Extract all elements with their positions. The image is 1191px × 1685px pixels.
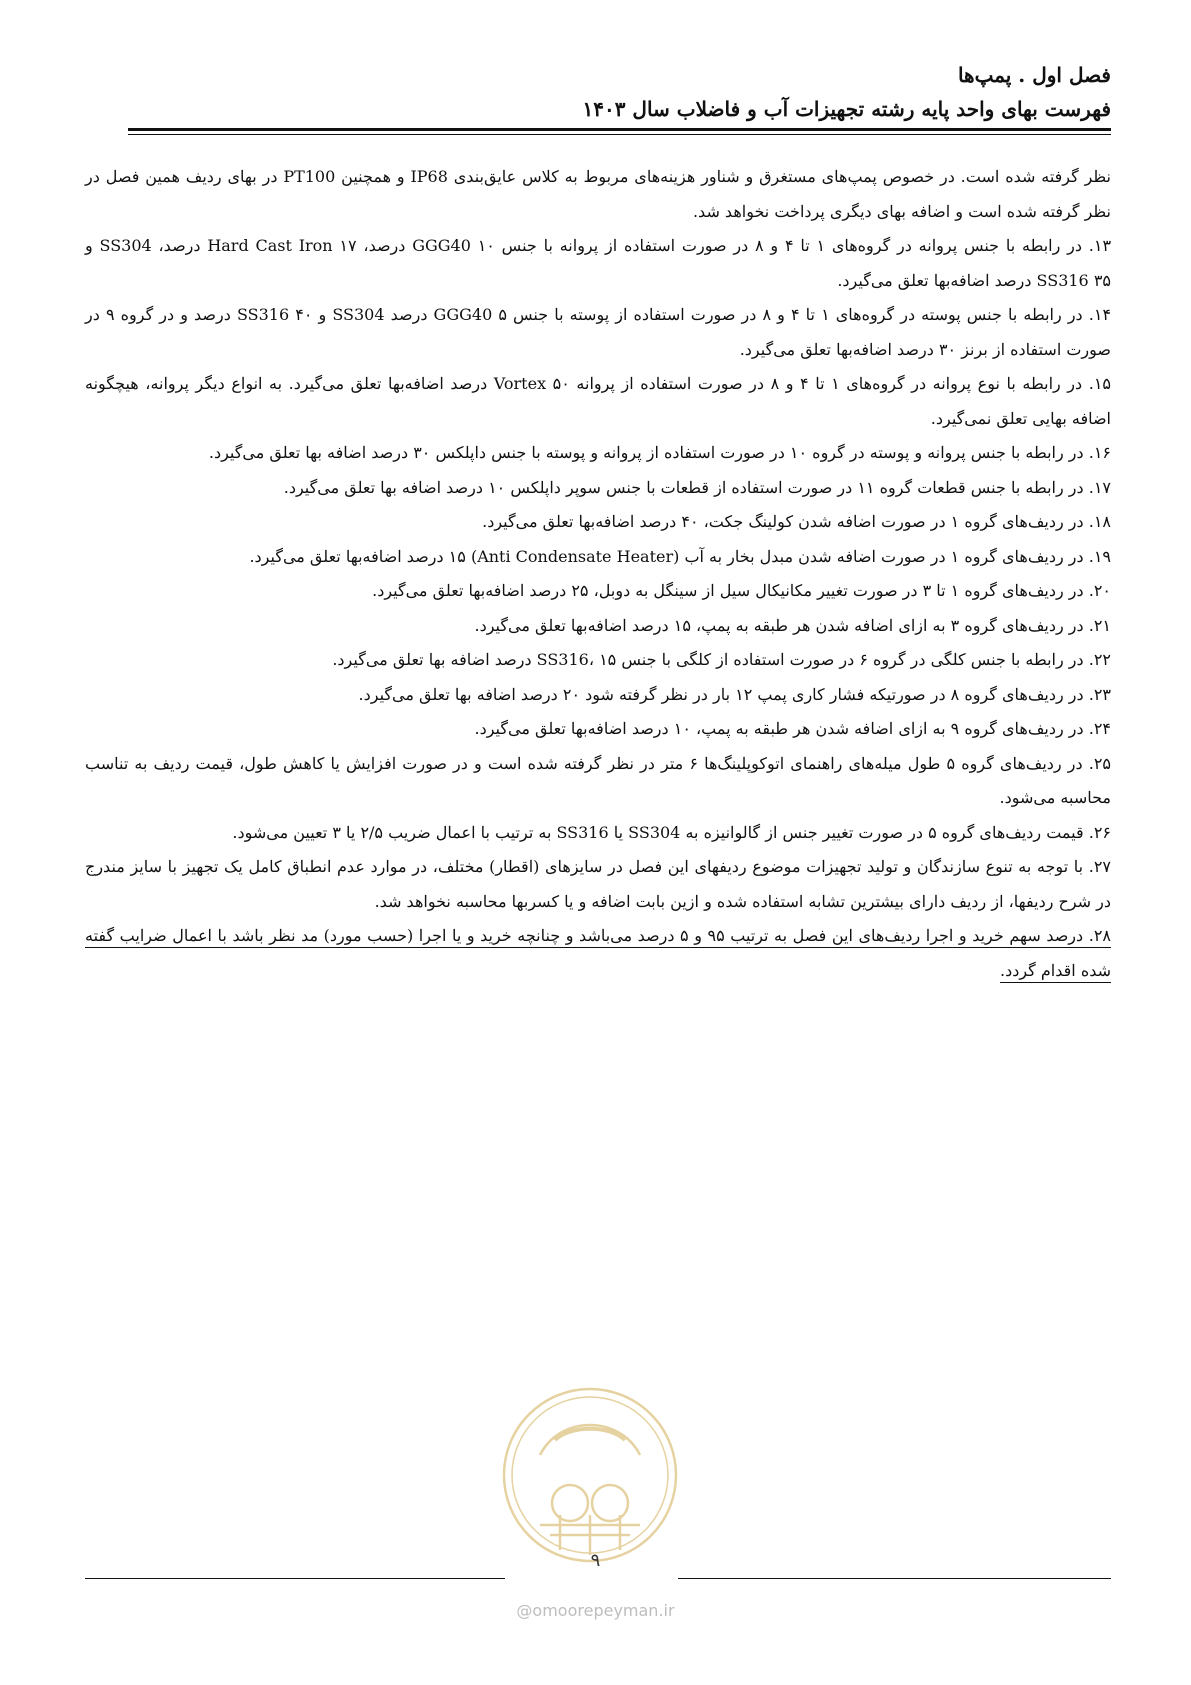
footer-rule-left (85, 1578, 505, 1579)
paragraph-18: ۱۸. در ردیف‌های گروه ۱ در صورت اضافه شدن کولینگ جکت، ۴۰ درصد اضافه‌بها تعلق می‌گیرد. (482, 512, 1111, 531)
paragraph-26: ۲۶. قیمت ردیف‌های گروه ۵ در صورت تغییر جنس از گالوانیزه به SS304 یا SS316 به ترتیب با اعمال ضریب ۲/۵ یا ۳ تعیین می‌شود. (232, 822, 1111, 842)
paragraph-28 (85, 919, 1111, 988)
paragraph-13: ۱۳. در رابطه با جنس پروانه در گروه‌های ۱ تا ۴ و ۸ در صورت استفاده از پروانه با جنس GGG40 ۱۰ درصد، Hard Cast Iron ۱۷ درصد، SS304 و SS316 ۳۵ درصد اضافه‌بها تعلق می‌گیرد. (85, 236, 1112, 290)
paragraph-28-text: ۲۸. درصد سهم خرید و اجرا ردیف‌های این فصل به ترتیب ۹۵ و ۵ درصد می‌باشد و چنانچه خرید و یا اجرا (حسب مورد) مد نظر باشد با اعمال ضرایب گفته شده اقدام گردد. (85, 926, 1111, 983)
watermark-text: @omoorepeyman.ir (516, 1601, 675, 1620)
paragraph-27: ۲۷. با توجه به تنوع سازندگان و تولید تجهیزات موضوع ردیفهای این فصل در سایزهای (اقطار) مختلف، در موارد عدم انطباق کامل یک تجهیز با سایز مندرج در شرح ردیفها، از ردیف دارای بیشترین تشابه استفاده شده و ازین بابت اضافه و یا کسربها محاسبه نخواهد شد. (85, 857, 1111, 911)
paragraph-25: ۲۵. در ردیف‌های گروه ۵ طول میله‌های راهنمای اتوکوپلینگ‌ها ۶ متر در نظر گرفته شده است و در صورت افزایش یا کاهش طول، قیمت ردیف به تناسب محاسبه می‌شود. (85, 753, 1111, 807)
header-rule-thick (128, 128, 1111, 131)
page-number: ۹ (590, 1550, 601, 1571)
paragraph-intro-continued: نظر گرفته شده است. در خصوص پمپ‌های مستغرق و شناور هزینه‌های مربوط به کلاس عایق‌بندی IP68 و همچنین PT100 در بهای ردیف همین فصل در نظر گرفته شده است و اضافه بهای دیگری پرداخت نخواهد شد. (85, 167, 1112, 221)
paragraph-16: ۱۶. در رابطه با جنس پروانه و پوسته در گروه ۱۰ در صورت استفاده از پروانه و پوسته با جنس داپلکس ۳۰ درصد اضافه بها تعلق می‌گیرد. (208, 443, 1111, 462)
paragraph-23: ۲۳. در ردیف‌های گروه ۸ در صورتیکه فشار کاری پمپ ۱۲ بار در نظر گرفته شود ۲۰ درصد اضافه بها تعلق می‌گیرد. (358, 684, 1111, 704)
header-rule-thin (128, 134, 1111, 135)
footer-rule-right (678, 1578, 1111, 1579)
stamp-logo-icon (500, 1385, 680, 1565)
paragraph-22: ۲۲. در رابطه با جنس کلگی در گروه ۶ در صورت استفاده از کلگی با جنس SS316، ۱۵ درصد اضافه بها تعلق می‌گیرد. (332, 650, 1111, 669)
paragraph-21: ۲۱. در ردیف‌های گروه ۳ به ازای اضافه شدن هر طبقه به پمپ، ۱۵ درصد اضافه‌بها تعلق می‌گیرد. (474, 615, 1111, 635)
list-title: فهرست بهای واحد پایه رشته تجهیزات آب و فاضلاب سال ۱۴۰۳ (582, 97, 1111, 121)
chapter-title: فصل اول . پمپ‌ها (957, 63, 1111, 87)
paragraph-14: ۱۴. در رابطه با جنس پوسته در گروه‌های ۱ تا ۴ و ۸ در صورت استفاده از پوسته با جنس GGG40 ۵ درصد SS304 و SS316 ۴۰ درصد و در گروه ۹ در صورت استفاده از برنز ۳۰ درصد اضافه‌بها تعلق می‌گیرد. (85, 305, 1112, 359)
page-header (128, 58, 1111, 126)
paragraph-20: ۲۰. در ردیف‌های گروه ۱ تا ۳ در صورت تغییر مکانیکال سیل از سینگل به دوبل، ۲۵ درصد اضافه‌بها تعلق می‌گیرد. (372, 581, 1111, 600)
paragraph-15: ۱۵. در رابطه با نوع پروانه در گروه‌های ۱ تا ۴ و ۸ در صورت استفاده از پروانه Vortex ۵۰ درصد اضافه‌بها تعلق می‌گیرد. به انواع دیگر پروانه، هیچگونه اضافه بهایی تعلق نمی‌گیرد. (85, 374, 1112, 428)
paragraph-24: ۲۴. در ردیف‌های گروه ۹ به ازای اضافه شدن هر طبقه به پمپ، ۱۰ درصد اضافه‌بها تعلق می‌گیرد. (474, 719, 1111, 738)
paragraph-17: ۱۷. در رابطه با جنس قطعات گروه ۱۱ در صورت استفاده از قطعات با جنس سوپر داپلکس ۱۰ درصد اضافه بها تعلق می‌گیرد. (283, 477, 1111, 497)
body-text (85, 160, 1111, 988)
paragraph-19: ۱۹. در ردیف‌های گروه ۱ در صورت اضافه شدن مبدل بخار به آب (Anti Condensate Heater) ۱۵ درصد اضافه‌بها تعلق می‌گیرد. (249, 546, 1111, 566)
